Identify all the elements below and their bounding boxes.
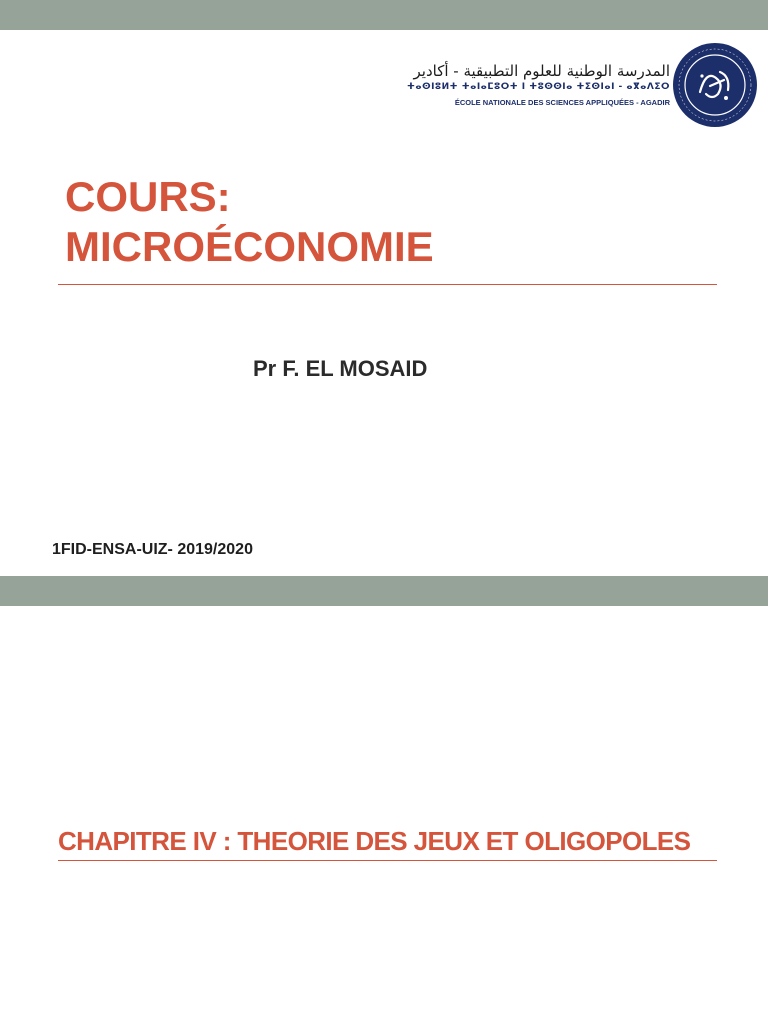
chapter-divider xyxy=(58,860,717,861)
university-seal-icon xyxy=(672,42,758,128)
school-name: ÉCOLE NATIONALE DES SCIENCES APPLIQUÉES - AGADIR xyxy=(454,98,670,107)
chapter-title: CHAPITRE IV : THEORIE DES JEUX ET OLIGOPOLES xyxy=(58,826,691,856)
title-divider xyxy=(58,284,717,285)
top-band xyxy=(0,0,768,30)
author-name: Pr F. EL MOSAID xyxy=(253,356,428,381)
course-title xyxy=(65,172,434,272)
institution-logo xyxy=(407,40,758,132)
class-year: 1FID-ENSA-UIZ- 2019/2020 xyxy=(52,541,253,558)
course-title-line-2: MICROÉCONOMIE xyxy=(65,223,434,270)
arabic-school-name: المدرسة الوطنية للعلوم التطبيقية - أكادير xyxy=(413,62,670,80)
course-title-line-1: COURS: xyxy=(65,173,231,220)
tifinagh-school-name: ⵜⴰⵙⵏⵓⵍⵜ ⵜⴰⵏⴰⵎⵓⵔⵜ ⵏ ⵜⵓⵙⵙⵏⴰ ⵜⵉⵙⵏⴰⵏ - ⴰⴳⴰⴷⵉⵔ xyxy=(407,82,670,92)
slide-separator-band xyxy=(0,576,768,606)
